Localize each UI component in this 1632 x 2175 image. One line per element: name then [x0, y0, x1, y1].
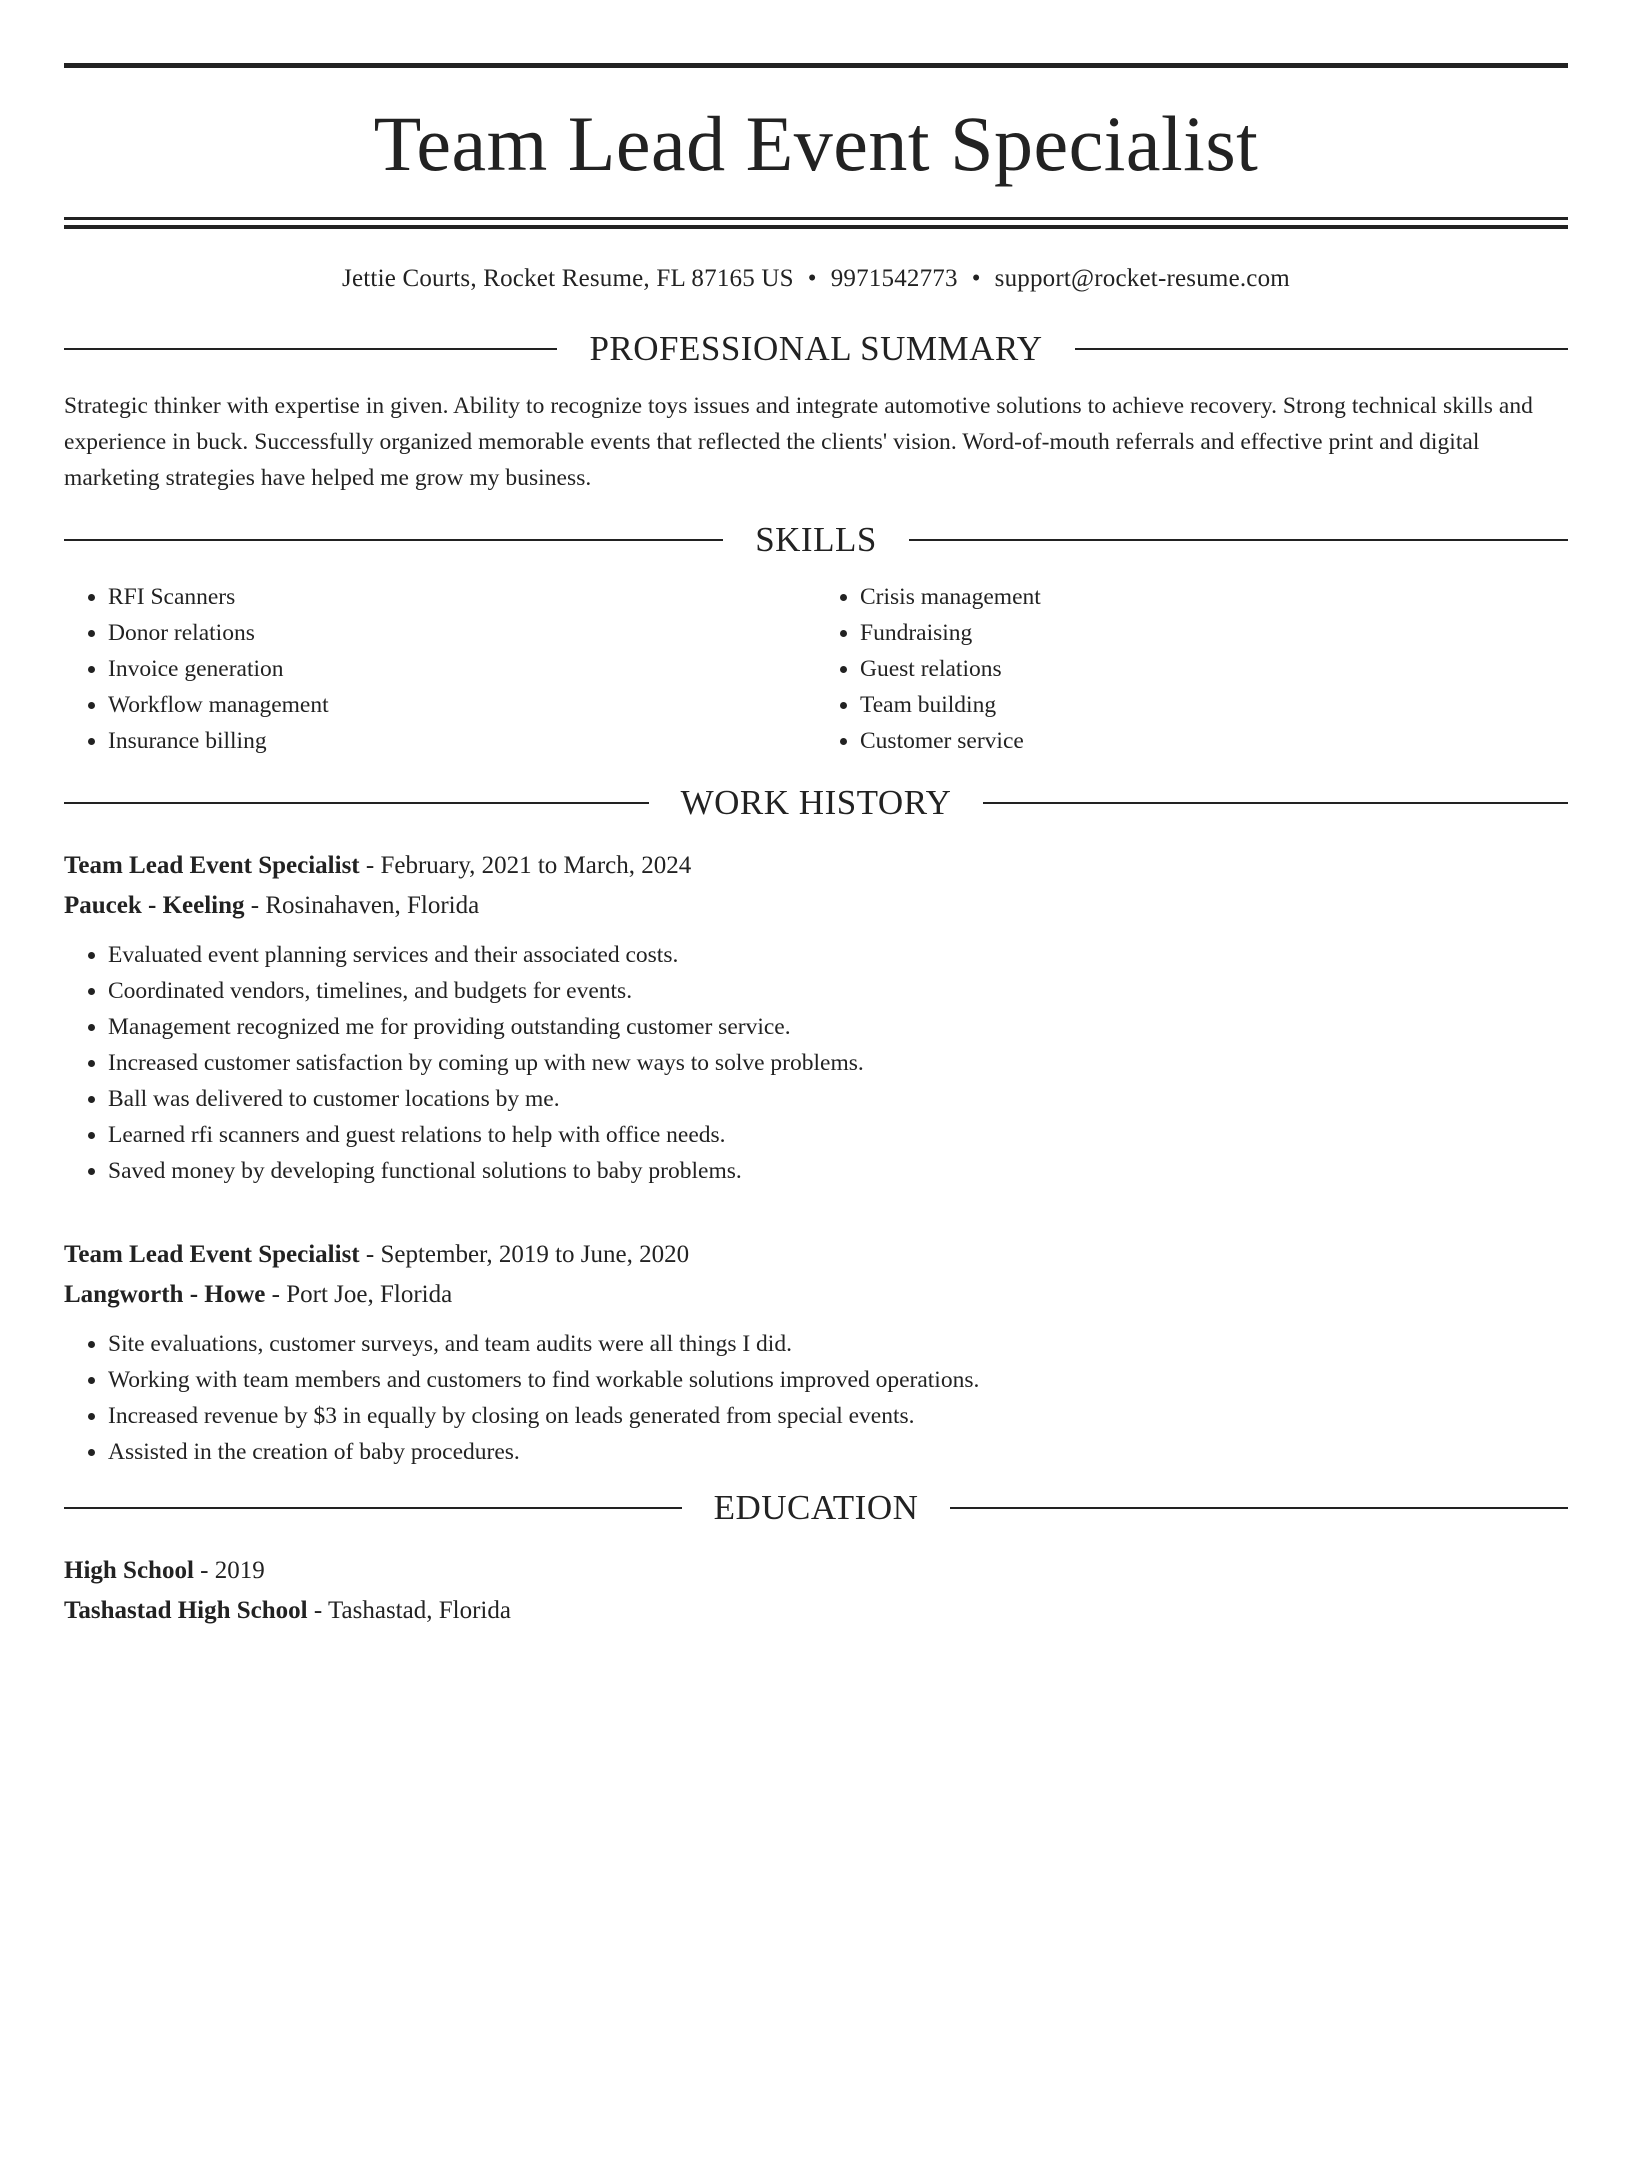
- job-title-line: [64, 1235, 1568, 1275]
- skill-item: • Customer service: [860, 723, 1568, 759]
- job-dates: - February, 2021 to March, 2024: [359, 852, 692, 879]
- job-company: Langworth - Howe: [64, 1281, 266, 1308]
- heading-rule: [64, 1507, 682, 1509]
- heading-rule: [64, 539, 723, 541]
- heading-rule: [983, 802, 1568, 804]
- job-company-line: [64, 886, 1568, 926]
- top-rule: [64, 63, 1568, 68]
- job-entry: [64, 846, 1568, 1189]
- job-bullets: [64, 937, 1568, 1189]
- education-entry: [64, 1551, 1568, 1631]
- job-company: Paucek - Keeling: [64, 892, 245, 919]
- section-title: WORK HISTORY: [680, 783, 952, 822]
- skill-item: • Team building: [860, 687, 1568, 723]
- job-bullet: • Ball was delivered to customer locations by me.: [108, 1081, 1568, 1117]
- job-company-line: [64, 1275, 1568, 1315]
- section-heading-summary: [64, 331, 1568, 366]
- skill-item: • Insurance billing: [108, 723, 816, 759]
- double-rule: [64, 217, 1568, 229]
- section-heading-education: [64, 1490, 1568, 1525]
- education-school-line: [64, 1591, 1568, 1631]
- education-school: Tashastad High School: [64, 1597, 308, 1624]
- section-title: PROFESSIONAL SUMMARY: [589, 329, 1043, 368]
- skill-item: • RFI Scanners: [108, 579, 816, 615]
- heading-rule: [64, 802, 649, 804]
- education-degree-line: [64, 1551, 1568, 1591]
- contact-line: [64, 266, 1568, 291]
- skill-item: • Guest relations: [860, 651, 1568, 687]
- resume-name: Team Lead Event Specialist: [373, 100, 1259, 187]
- skill-item: • Fundraising: [860, 615, 1568, 651]
- education-degree: High School: [64, 1557, 194, 1584]
- education-location: - Tashastad, Florida: [307, 1597, 511, 1624]
- job-bullet: • Coordinated vendors, timelines, and budgets for events.: [108, 973, 1568, 1009]
- job-dates: - September, 2019 to June, 2020: [359, 1241, 690, 1268]
- contact-phone: 9971542773: [830, 265, 958, 292]
- skills-columns: [64, 579, 1568, 759]
- job-bullet: • Management recognized me for providing outstanding customer service.: [108, 1009, 1568, 1045]
- skill-item: • Crisis management: [860, 579, 1568, 615]
- skill-item: • Workflow management: [108, 687, 816, 723]
- skills-list-left: [64, 579, 816, 759]
- section-title: SKILLS: [755, 520, 877, 559]
- job-location: - Port Joe, Florida: [265, 1281, 453, 1308]
- contact-separator: •: [971, 265, 981, 292]
- heading-rule: [909, 539, 1568, 541]
- contact-email: support@rocket-resume.com: [994, 265, 1290, 292]
- skill-item: • Invoice generation: [108, 651, 816, 687]
- job-bullet: • Saved money by developing functional solutions to baby problems.: [108, 1153, 1568, 1189]
- job-bullet: • Evaluated event planning services and their associated costs.: [108, 937, 1568, 973]
- contact-address: Jettie Courts, Rocket Resume, FL 87165 US: [342, 265, 794, 292]
- section-heading-work: [64, 785, 1568, 820]
- job-bullet: • Site evaluations, customer surveys, and team audits were all things I did.: [108, 1326, 1568, 1362]
- section-heading-skills: [64, 522, 1568, 557]
- job-bullet: • Learned rfi scanners and guest relations to help with office needs.: [108, 1117, 1568, 1153]
- job-bullet: • Assisted in the creation of baby procedures.: [108, 1434, 1568, 1470]
- summary-text: Strategic thinker with expertise in given. Ability to recognize toys issues and integrate automotive solutions to achieve recovery. Strong technical skills and experience in buck. Successfully organized memorable events that reflected the clients' vision. Word-of-mouth referrals and effective print and digital marketing strategies have helped me grow my business.: [64, 393, 1533, 491]
- job-bullet: • Working with team members and customers to find workable solutions improved operations.: [108, 1362, 1568, 1398]
- heading-rule: [1075, 348, 1568, 350]
- job-entry: [64, 1235, 1568, 1470]
- heading-rule: [950, 1507, 1568, 1509]
- job-title: Team Lead Event Specialist: [64, 852, 360, 879]
- education-year: - 2019: [193, 1557, 265, 1584]
- job-bullets: [64, 1326, 1568, 1470]
- job-title: Team Lead Event Specialist: [64, 1241, 360, 1268]
- job-bullet: • Increased revenue by $3 in equally by closing on leads generated from special events.: [108, 1398, 1568, 1434]
- heading-rule: [64, 348, 557, 350]
- section-title: EDUCATION: [713, 1488, 919, 1527]
- resume-page: [0, 63, 1632, 2175]
- job-title-line: [64, 846, 1568, 886]
- contact-separator: •: [807, 265, 817, 292]
- skills-list-right: [816, 579, 1568, 759]
- job-location: - Rosinahaven, Florida: [244, 892, 480, 919]
- job-bullet: • Increased customer satisfaction by coming up with new ways to solve problems.: [108, 1045, 1568, 1081]
- skill-item: • Donor relations: [108, 615, 816, 651]
